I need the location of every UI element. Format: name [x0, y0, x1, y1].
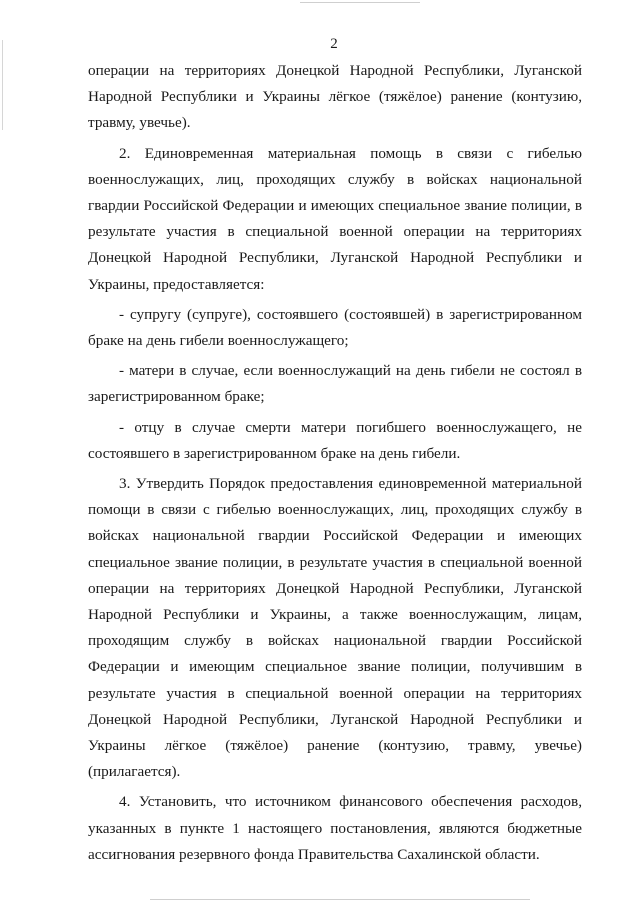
paragraph-continuation: операции на территориях Донецкой Народной Республики, Луганской Народной Республики и Украины лёгкое (тяжёлое) ранение (контузию, травму, увечье).	[88, 62, 582, 132]
paragraph-item-4: 4. Установить, что источником финансового обеспечения расходов, указанных в пункте 1 настоящего постановления, являются бюджетные ассигнования резервного фонда Правительства Сахалинской области.	[88, 793, 582, 863]
scan-edge-top	[300, 2, 420, 3]
paragraph-bullet-spouse: - супругу (супруге), состоявшего (состоявшей) в зарегистрированном браке на день гибели военнослужащего;	[88, 305, 582, 350]
paragraph-item-3: 3. Утвердить Порядок предоставления единовременной материальной помощи в связи с гибелью военнослужащих, лиц, проходящих службу в войсках национальной гвардии Российской Федерации и имеющих специальное звание полиции, в результате участия в специальной военной операции на территориях Донецкой Народной Республики, Луганской Народной Республики и Украины, а также военнослужащим, лицам, проходящим службу в войсках национальной гвардии Российской Федерации и имеющим специальное звание полиции, получившим в результате участия в специальной военной операции на территориях Донецкой Народной Республики, Луганской Народной Республики и Украины лёгкое (тяжёлое) ранение (контузию, травму, увечье) (прилагается).	[88, 475, 582, 781]
paragraph-bullet-father: - отцу в случае смерти матери погибшего военнослужащего, не состоявшего в зарегистрированном браке на день гибели.	[88, 418, 582, 462]
paragraph-bullet-mother: - матери в случае, если военнослужащий на день гибели не состоял в зарегистрированном браке;	[88, 362, 582, 406]
scan-edge-bottom	[150, 899, 530, 900]
document-body	[88, 58, 582, 868]
paragraph-item-2: 2. Единовременная материальная помощь в связи с гибелью военнослужащих, лиц, проходящих службу в войсках национальной гвардии Российской Федерации и имеющих специальное звание полиции, в результате участия в специальной военной операции на территориях Донецкой Народной Республики, Луганской Народной Республики и Украины, предоставляется:	[88, 144, 582, 293]
page-number: 2	[330, 36, 338, 52]
scan-edge-left	[2, 40, 3, 130]
